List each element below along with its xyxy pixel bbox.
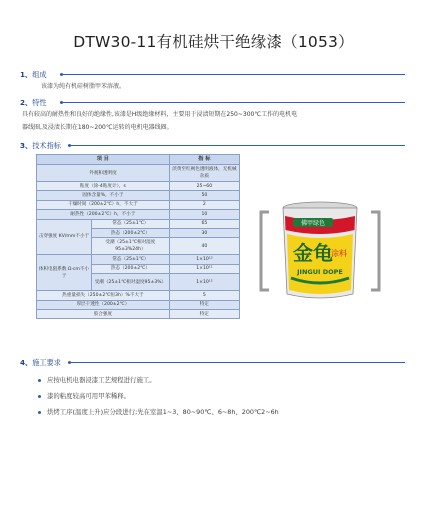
section-4-num: 4、 [20,358,33,367]
table-row [37,291,240,300]
can-brand-text: 金龟 [293,241,333,265]
section-4-label: 施工要求 [32,358,61,367]
header-index: 指 标 [169,155,239,165]
section-1-text: 该漆为纯有机硅树脂甲苯溶液。 [41,83,126,90]
left-bracket [261,212,269,290]
group-label-breakdown: 击穿强度 KV/mm不小于 [37,219,92,255]
section-2-text-line-2: 器线圈,及浸渍长期在180~200℃运转的电机电器线圈。 [22,124,173,131]
product-can-image [259,194,381,306]
cell-item: 干燥时间（200±2℃）h，不大于 [37,200,170,209]
cell-value: 淡黄至红褐色透明液体，无机械杂质 [169,165,239,182]
construction-item-2: 漆的粘度较高可用甲苯稀释。 [47,392,131,400]
section-2-num: 2、 [20,98,33,107]
cell-value: 5 [169,291,239,300]
table-row [37,191,240,200]
section-1-heading [20,70,47,80]
section-3-label: 技术指标 [32,141,61,150]
section-2-heading [20,98,47,108]
cell-item: 固体含量%，不小于 [37,191,170,200]
cell-item: 胶合强度 [37,309,170,318]
section-1-rule [60,74,405,75]
header-item: 项 目 [37,155,170,165]
cell-value: 65 [169,219,239,228]
cell-value: 40 [169,238,239,255]
list-item [38,375,156,384]
section-1-label: 组成 [32,70,47,79]
cell-item: 受潮（25±1℃相对湿度95±3%） [92,274,170,291]
bullet-icon [38,411,41,414]
cell-value: 特定 [169,300,239,309]
cell-item: 热态（200±2℃） [92,264,170,273]
cell-item: 受潮（25±1℃相对湿度95±3%24h） [92,238,170,255]
list-item [38,391,130,400]
cell-item: 厚层干透性（200±2℃） [37,300,170,309]
group-label-resistivity: 体积电阻系数 Ω·cm不小于 [37,255,92,291]
section-4-heading [20,358,61,368]
section-4-rule [68,362,405,363]
section-2-label: 特性 [32,98,47,107]
table-row [37,182,240,191]
section-2-text-line-1: 具有较高的耐热性和良好的绝缘性,该漆是H级绝缘材料，主要用于浸渍短期在250~300℃工作的电机电 [22,111,298,118]
cell-value: 2 [169,200,239,209]
section-3-rule [68,145,405,146]
cell-item: 热重量损失（250±2℃恒3h）%不大于 [37,291,170,300]
cell-value: 1×10¹³ [169,255,239,264]
cell-item: 外观和透明度 [37,165,170,182]
cell-item: 耐热性（200±2℃）h，不小于 [37,210,170,219]
table-row [37,255,240,264]
cell-value: 10 [169,210,239,219]
cell-value: 25~60 [169,182,239,191]
cell-item: 常态（25±1℃） [92,255,170,264]
cell-value: 50 [169,191,239,200]
list-item [38,407,279,416]
section-2-rule [60,102,405,103]
table-row [37,300,240,309]
page-title: DTW30-11有机硅烘干绝缘漆（1053） [73,33,354,51]
cell-value: 30 [169,228,239,237]
right-bracket [371,212,379,290]
cell-item: 常态（25±1℃） [92,219,170,228]
bullet-icon [38,395,41,398]
can-english-text: JINGUI DOPE [297,268,343,276]
cell-item: 粘度（涂-4粘度计），s [37,182,170,191]
table-row [37,200,240,209]
table-header-row [37,155,240,165]
section-3-heading [20,141,61,151]
can-brand-suffix: 涂料 [331,249,347,258]
bullet-icon [38,379,41,382]
cell-value: 1×10¹² [169,274,239,291]
construction-item-3: 烘烤工序(温度上升)应分段进行;先在室温1~3、80~90℃、6~8h、200℃2~6h [47,408,279,416]
table-row [37,219,240,228]
section-1-num: 1、 [20,70,33,79]
table-row [37,210,240,219]
cell-item: 热态（200±2℃） [92,228,170,237]
can-label-text: 佛甲绿色 [300,220,326,227]
table-row [37,309,240,318]
construction-item-1: 应按电机电器浸漆工艺规程进行施工。 [47,376,156,384]
spec-table [36,154,240,319]
table-row [37,165,240,182]
cell-value: 特定 [169,309,239,318]
section-3-num: 3、 [20,141,33,150]
cell-value: 1×10¹¹ [169,264,239,273]
